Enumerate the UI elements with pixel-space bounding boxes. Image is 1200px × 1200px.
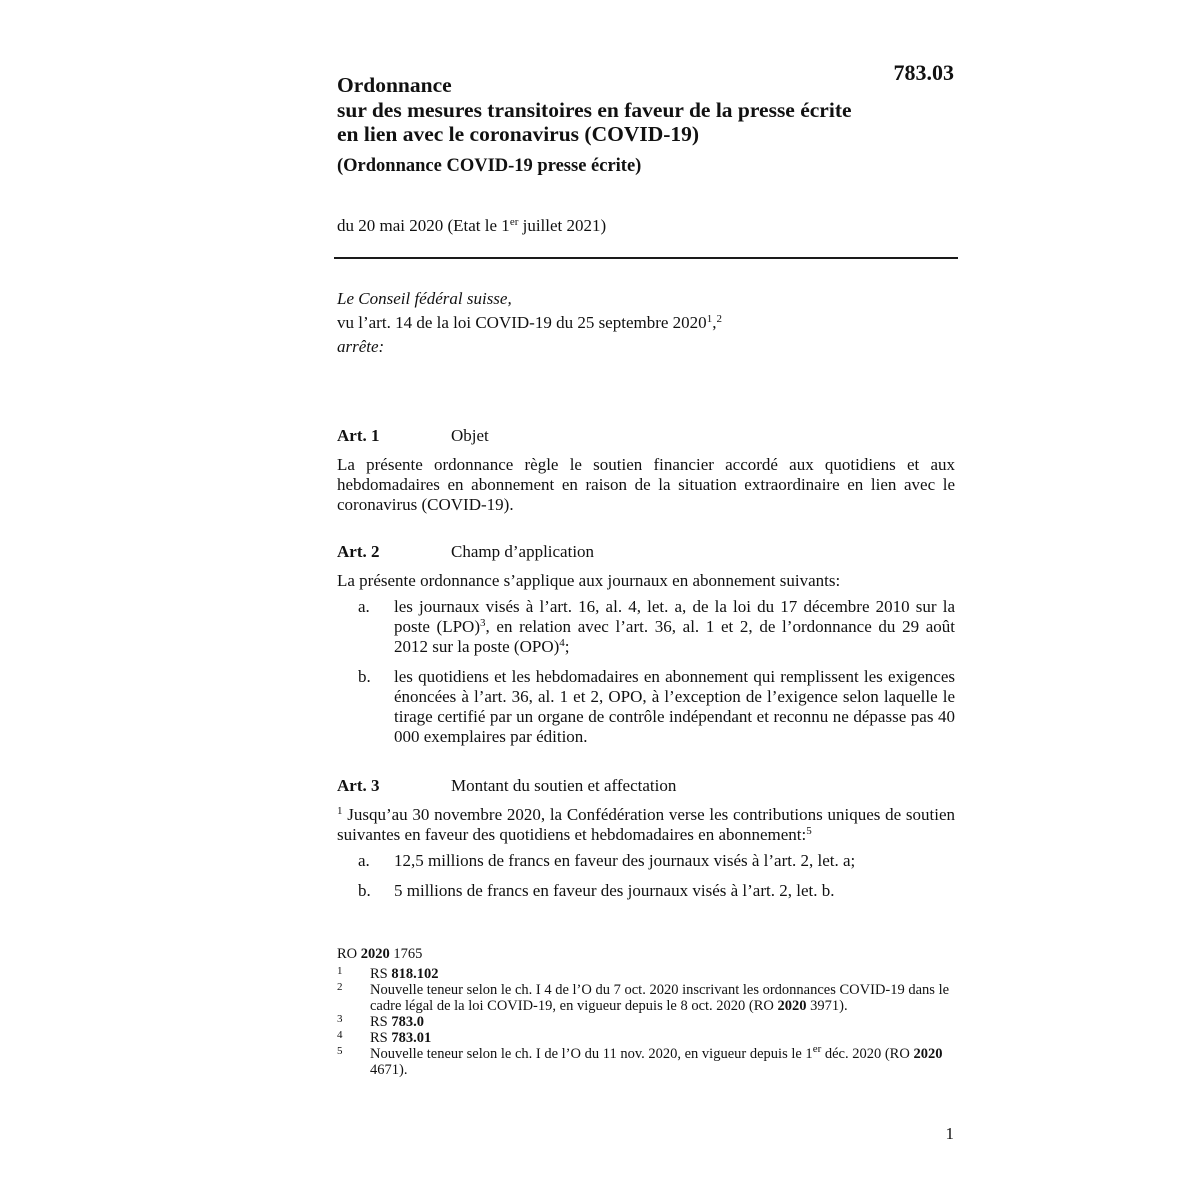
article-title: Champ d’application — [451, 542, 595, 561]
footnote-4 — [337, 1030, 955, 1046]
footnote-text-end: 4671). — [370, 1062, 408, 1078]
list-item-text-cont: , en relation avec l’art. 36, al. 1 et 2, de l’ordonnance du 29 août 2012 sur la poste (OPO) — [394, 617, 956, 656]
article-1 — [337, 426, 955, 515]
preamble-authority: Le Conseil fédéral suisse, — [337, 289, 512, 308]
article-title: Montant du soutien et affectation — [451, 776, 677, 795]
article-list — [337, 851, 955, 901]
title-line-3: en lien avec le coronavirus (COVID-19) — [337, 122, 700, 146]
footnote-ref-4[interactable]: 4 — [559, 637, 565, 649]
footnote-1 — [337, 966, 955, 982]
article-3 — [337, 776, 955, 911]
paragraph-number: 1 — [337, 805, 343, 817]
list-item-text: 5 millions de francs en faveur des journaux visés à l’art. 2, let. b. — [394, 881, 835, 900]
article-list — [337, 597, 955, 747]
article-text-body: Jusqu’au 30 novembre 2020, la Confédération verse les contributions uniques de soutien suivantes en faveur des quotidiens et hebdomadaires en abonnement: — [337, 805, 955, 844]
footnote-ref-1[interactable]: 1 — [706, 313, 713, 325]
footnote-bold: 818.102 — [391, 966, 439, 982]
date-ordinal-suffix: er — [509, 216, 519, 228]
date-text-end: juillet 2021) — [518, 216, 607, 235]
footnote-text-end: 3971). — [806, 998, 848, 1014]
preamble — [337, 287, 958, 359]
article-text: La présente ordonnance s’applique aux journaux en abonnement suivants: — [337, 571, 841, 590]
title-divider — [334, 257, 958, 259]
article-text — [337, 805, 955, 845]
footnote-3 — [337, 1014, 955, 1030]
list-item-text: les journaux visés à l’art. 16, al. 4, let. a, de la loi du 17 décembre 2010 sur la poste (LPO) — [394, 597, 955, 636]
footnote-bold: 2020 — [913, 1046, 943, 1062]
preamble-basis-text: vu l’art. 14 de la loi COVID-19 du 25 septembre 2020 — [337, 313, 707, 332]
footnote-ref-separator: , — [712, 313, 717, 332]
list-item-text: 12,5 millions de francs en faveur des journaux visés à l’art. 2, let. a; — [394, 851, 856, 870]
footnote-number: 2 — [337, 981, 343, 993]
short-title: (Ordonnance COVID-19 presse écrite) — [337, 155, 642, 176]
article-title: Objet — [451, 426, 489, 445]
footnote-number: 4 — [337, 1029, 343, 1041]
footnote-text-cont: déc. 2020 (RO — [821, 1046, 914, 1062]
title-line-2: sur des mesures transitoires en faveur de la presse écrite — [337, 97, 852, 122]
footnote-number: 5 — [337, 1045, 343, 1057]
footnote-ref-5[interactable]: 5 — [806, 825, 812, 837]
ro-page: 1765 — [389, 946, 423, 962]
document-page — [337, 0, 958, 1200]
footnote-prefix: RS — [370, 1030, 392, 1046]
footnote-prefix: RS — [370, 1014, 392, 1030]
list-item — [337, 597, 955, 657]
ro-prefix: RO — [337, 946, 361, 962]
footnote-text: Nouvelle teneur selon le ch. I 4 de l’O du 7 oct. 2020 inscrivant les ordonnances COVID-19 dans le cadre légal de la loi COVID-19, en vigueur depuis le 8 oct. 2020 (RO — [370, 982, 950, 1014]
list-item — [337, 851, 955, 871]
title-line-1: Ordonnance — [337, 73, 452, 97]
footnotes — [337, 946, 955, 1078]
article-number: Art. 2 — [337, 542, 380, 561]
footnote-bold: 783.0 — [391, 1014, 424, 1030]
footnote-number: 1 — [337, 965, 343, 977]
list-item-text: les quotidiens et les hebdomadaires en abonnement qui remplissent les exigences énoncées à l’art. 36, al. 1 et 2, OPO, à l’exception de l’exigence selon laquelle le tirage certifié par un organe de contrôle indépendant et reconnu ne dépasse pas 40 000 exemplaires par édition. — [394, 667, 955, 746]
list-item-label: b. — [358, 881, 371, 900]
article-number: Art. 1 — [337, 426, 380, 445]
footnote-prefix: RS — [370, 966, 392, 982]
footnote-2 — [337, 982, 955, 1014]
footnote-text: Nouvelle teneur selon le ch. I de l’O du 11 nov. 2020, en vigueur depuis le 1 — [370, 1046, 813, 1062]
footnote-ref-3[interactable]: 3 — [480, 617, 486, 629]
footnote-ref-2[interactable]: 2 — [716, 313, 722, 325]
date-line — [337, 216, 606, 236]
date-text-start: du 20 mai 2020 (Etat le 1 — [337, 216, 510, 235]
footnote-number: 3 — [337, 1013, 343, 1025]
preamble-decree: arrête: — [337, 337, 385, 356]
list-item — [337, 667, 955, 747]
footnote-ordinal-suffix: er — [812, 1043, 822, 1055]
article-heading — [337, 776, 955, 796]
ro-reference — [337, 946, 955, 962]
ro-year: 2020 — [360, 946, 390, 962]
footnote-bold: 2020 — [777, 998, 807, 1014]
article-text: La présente ordonnance règle le soutien financier accordé aux quotidiens et aux hebdomadaires en abonnement en raison de la situation extraordinaire en lien avec le coronavirus (COVID-19). — [337, 455, 955, 514]
title-block — [337, 73, 958, 177]
list-item-label: b. — [358, 667, 371, 686]
article-number: Art. 3 — [337, 776, 380, 795]
footnote-bold: 783.01 — [391, 1030, 432, 1046]
list-item-label: a. — [358, 851, 370, 870]
page-number: 1 — [945, 1124, 954, 1143]
list-item — [337, 881, 955, 901]
list-item-text-end: ; — [564, 637, 570, 656]
footnote-5 — [337, 1043, 955, 1078]
article-heading — [337, 542, 955, 562]
article-2 — [337, 542, 955, 757]
sr-number: 783.03 — [893, 60, 954, 85]
article-heading — [337, 426, 955, 446]
preamble-basis — [337, 311, 958, 335]
list-item-label: a. — [358, 597, 370, 616]
